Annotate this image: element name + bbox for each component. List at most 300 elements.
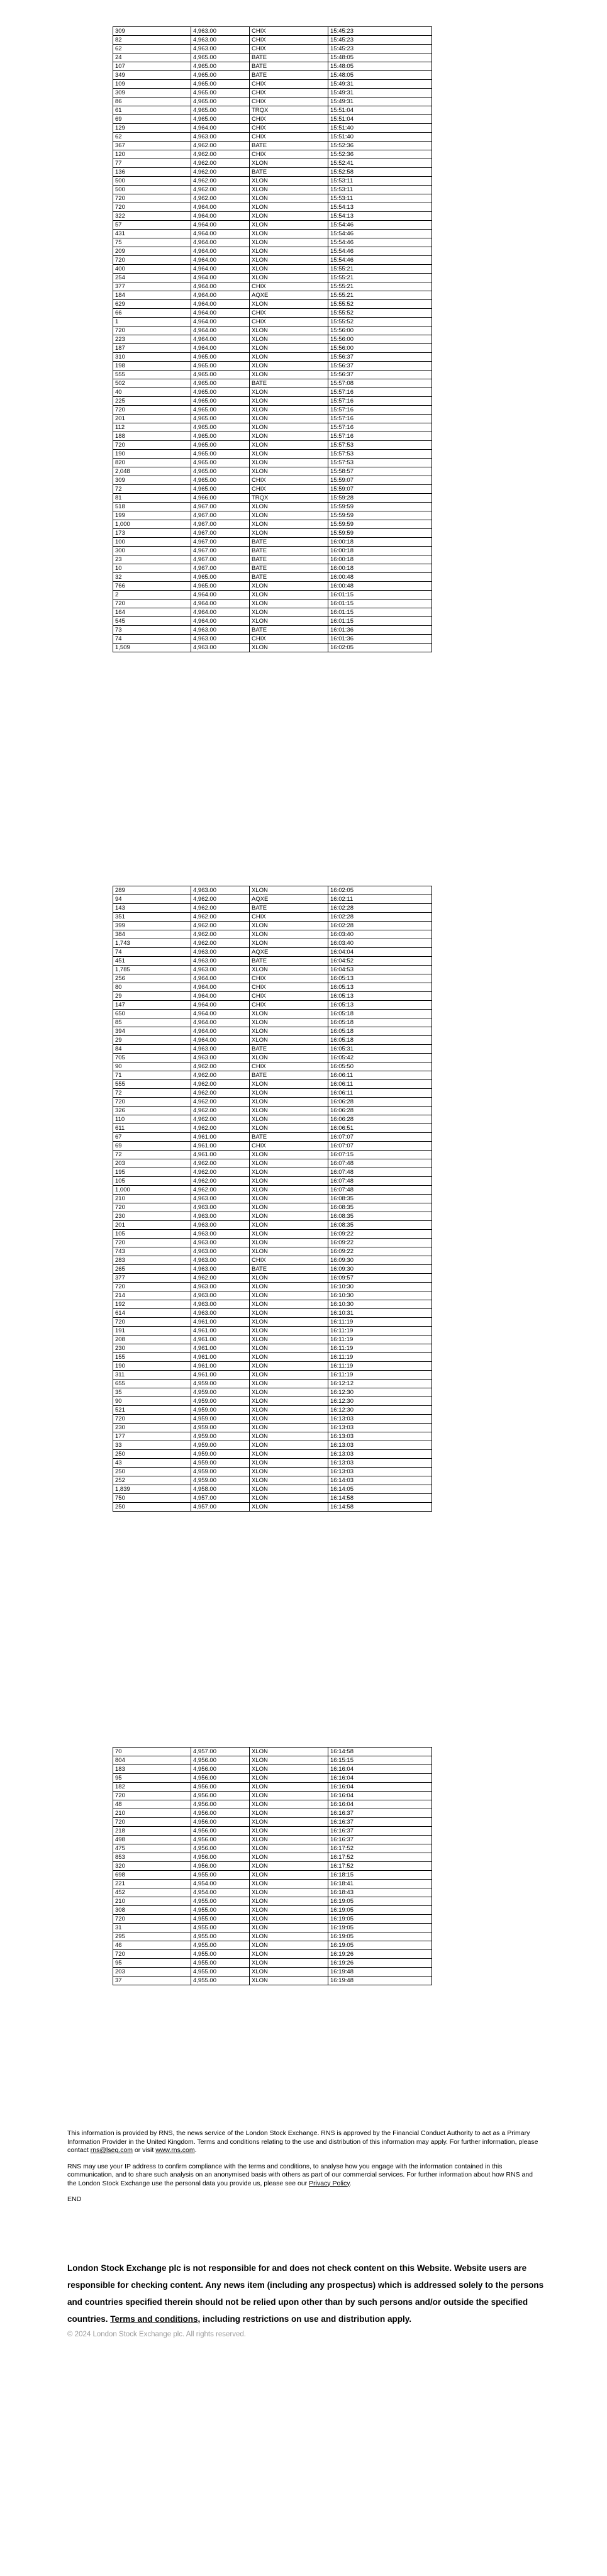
rns-email-link[interactable]: rns@lseg.com	[90, 2146, 133, 2154]
volume-cell: 29	[113, 1036, 191, 1045]
time-cell: 15:57:16	[328, 432, 432, 441]
volume-cell: 322	[113, 212, 191, 221]
volume-cell: 225	[113, 397, 191, 406]
table-row	[113, 503, 432, 511]
venue-cell: XLON	[250, 1362, 328, 1371]
venue-cell: XLON	[250, 1089, 328, 1098]
volume-cell: 67	[113, 1133, 191, 1142]
table-row	[113, 335, 432, 344]
time-cell: 16:14:05	[328, 1485, 432, 1494]
table-row	[113, 983, 432, 992]
table-row	[113, 212, 432, 221]
price-cell: 4,955.00	[191, 1897, 250, 1906]
table-row	[113, 203, 432, 212]
volume-cell: 629	[113, 300, 191, 309]
table-row	[113, 547, 432, 555]
price-cell: 4,963.00	[191, 1195, 250, 1203]
price-cell: 4,964.00	[191, 608, 250, 617]
table-row	[113, 168, 432, 177]
venue-cell: BATE	[250, 555, 328, 564]
venue-cell: XLON	[250, 939, 328, 948]
volume-cell: 720	[113, 1415, 191, 1424]
venue-cell: BATE	[250, 142, 328, 150]
venue-cell: BATE	[250, 564, 328, 573]
price-cell: 4,963.00	[191, 1045, 250, 1054]
volume-cell: 720	[113, 1203, 191, 1212]
volume-cell: 1,000	[113, 1186, 191, 1195]
price-cell: 4,962.00	[191, 1107, 250, 1115]
table-row	[113, 150, 432, 159]
venue-cell: XLON	[250, 186, 328, 194]
volume-cell: 394	[113, 1027, 191, 1036]
time-cell: 16:13:03	[328, 1468, 432, 1476]
venue-cell: CHIX	[250, 309, 328, 318]
time-cell: 15:59:07	[328, 476, 432, 485]
venue-cell: BATE	[250, 62, 328, 71]
venue-cell: XLON	[250, 503, 328, 511]
venue-cell: XLON	[250, 644, 328, 652]
price-cell: 4,962.00	[191, 159, 250, 168]
table-row	[113, 886, 432, 895]
time-cell: 16:15:15	[328, 1756, 432, 1765]
time-cell: 15:56:00	[328, 335, 432, 344]
table-row	[113, 1115, 432, 1124]
venue-cell: XLON	[250, 529, 328, 538]
table-row	[113, 371, 432, 379]
time-cell: 15:59:59	[328, 520, 432, 529]
time-cell: 16:01:15	[328, 591, 432, 599]
venue-cell: CHIX	[250, 1256, 328, 1265]
table-row	[113, 441, 432, 450]
price-cell: 4,963.00	[191, 644, 250, 652]
table-row	[113, 1036, 432, 1045]
table-row	[113, 318, 432, 326]
price-cell: 4,962.00	[191, 1124, 250, 1133]
volume-cell: 23	[113, 555, 191, 564]
price-cell: 4,962.00	[191, 1071, 250, 1080]
table-row	[113, 626, 432, 635]
price-cell: 4,965.00	[191, 467, 250, 476]
table-row	[113, 1203, 432, 1212]
price-cell: 4,961.00	[191, 1362, 250, 1371]
table-row	[113, 133, 432, 142]
price-cell: 4,965.00	[191, 423, 250, 432]
volume-cell: 48	[113, 1800, 191, 1809]
venue-cell: XLON	[250, 1756, 328, 1765]
time-cell: 15:55:52	[328, 309, 432, 318]
venue-cell: CHIX	[250, 318, 328, 326]
table-row	[113, 1932, 432, 1941]
terms-and-conditions-link[interactable]: Terms and conditions	[110, 2314, 198, 2324]
time-cell: 16:09:22	[328, 1239, 432, 1247]
volume-cell: 720	[113, 1950, 191, 1959]
table-row	[113, 450, 432, 459]
table-row	[113, 1800, 432, 1809]
venue-cell: CHIX	[250, 992, 328, 1001]
time-cell: 15:51:40	[328, 124, 432, 133]
price-cell: 4,965.00	[191, 406, 250, 415]
table-row	[113, 159, 432, 168]
volume-cell: 750	[113, 1494, 191, 1503]
table-row	[113, 1853, 432, 1862]
volume-cell: 75	[113, 238, 191, 247]
venue-cell: XLON	[250, 1239, 328, 1247]
price-cell: 4,964.00	[191, 230, 250, 238]
table-row	[113, 1897, 432, 1906]
price-cell: 4,965.00	[191, 459, 250, 467]
table-row	[113, 1792, 432, 1800]
venue-cell: XLON	[250, 230, 328, 238]
price-cell: 4,955.00	[191, 1959, 250, 1968]
time-cell: 16:11:19	[328, 1327, 432, 1335]
price-cell: 4,963.00	[191, 1309, 250, 1318]
venue-cell: XLON	[250, 1327, 328, 1335]
volume-cell: 107	[113, 62, 191, 71]
volume-cell: 2,048	[113, 467, 191, 476]
price-cell: 4,964.00	[191, 983, 250, 992]
price-cell: 4,967.00	[191, 511, 250, 520]
table-row	[113, 1415, 432, 1424]
venue-cell: XLON	[250, 1080, 328, 1089]
volume-cell: 230	[113, 1424, 191, 1432]
time-cell: 15:51:04	[328, 115, 432, 124]
volume-cell: 720	[113, 1318, 191, 1327]
volume-cell: 35	[113, 1388, 191, 1397]
table-row	[113, 511, 432, 520]
volume-cell: 10	[113, 564, 191, 573]
time-cell: 15:52:41	[328, 159, 432, 168]
table-row	[113, 1142, 432, 1151]
table-row	[113, 186, 432, 194]
time-cell: 16:07:48	[328, 1168, 432, 1177]
time-cell: 16:19:05	[328, 1924, 432, 1932]
venue-cell: XLON	[250, 1380, 328, 1388]
time-cell: 16:04:52	[328, 957, 432, 966]
table-row	[113, 344, 432, 353]
venue-cell: XLON	[250, 520, 328, 529]
time-cell: 16:05:18	[328, 1010, 432, 1018]
price-cell: 4,967.00	[191, 503, 250, 511]
table-row	[113, 591, 432, 599]
venue-cell: XLON	[250, 1783, 328, 1792]
price-cell: 4,962.00	[191, 904, 250, 913]
table-row	[113, 326, 432, 335]
volume-cell: 187	[113, 344, 191, 353]
table-row	[113, 27, 432, 36]
venue-cell: XLON	[250, 1335, 328, 1344]
time-cell: 16:02:05	[328, 644, 432, 652]
volume-cell: 720	[113, 441, 191, 450]
price-cell: 4,964.00	[191, 256, 250, 265]
volume-cell: 40	[113, 388, 191, 397]
table-row	[113, 1124, 432, 1133]
price-cell: 4,963.00	[191, 957, 250, 966]
venue-cell: XLON	[250, 1177, 328, 1186]
table-row	[113, 520, 432, 529]
time-cell: 15:56:37	[328, 353, 432, 362]
venue-cell: XLON	[250, 511, 328, 520]
price-cell: 4,963.00	[191, 1239, 250, 1247]
venue-cell: XLON	[250, 238, 328, 247]
venue-cell: XLON	[250, 450, 328, 459]
time-cell: 15:57:16	[328, 423, 432, 432]
venue-cell: BATE	[250, 957, 328, 966]
volume-cell: 720	[113, 326, 191, 335]
volume-cell: 650	[113, 1010, 191, 1018]
volume-cell: 81	[113, 494, 191, 503]
privacy-policy-link[interactable]: Privacy Policy	[309, 2179, 350, 2187]
volume-cell: 177	[113, 1432, 191, 1441]
time-cell: 15:57:16	[328, 406, 432, 415]
table-row	[113, 1494, 432, 1503]
venue-cell: BATE	[250, 53, 328, 62]
venue-cell: XLON	[250, 1468, 328, 1476]
price-cell: 4,956.00	[191, 1853, 250, 1862]
time-cell: 15:57:16	[328, 388, 432, 397]
time-cell: 16:14:03	[328, 1476, 432, 1485]
venue-cell: AQXE	[250, 895, 328, 904]
venue-cell: XLON	[250, 388, 328, 397]
venue-cell: XLON	[250, 1036, 328, 1045]
volume-cell: 37	[113, 1977, 191, 1985]
price-cell: 4,955.00	[191, 1906, 250, 1915]
venue-cell: XLON	[250, 1880, 328, 1888]
time-cell: 16:00:18	[328, 547, 432, 555]
volume-cell: 69	[113, 115, 191, 124]
volume-cell: 1,000	[113, 520, 191, 529]
time-cell: 16:00:18	[328, 538, 432, 547]
venue-cell: XLON	[250, 1924, 328, 1932]
time-cell: 15:56:37	[328, 371, 432, 379]
volume-cell: 452	[113, 1888, 191, 1897]
table-row	[113, 895, 432, 904]
time-cell: 15:55:52	[328, 300, 432, 309]
volume-cell: 209	[113, 247, 191, 256]
table-row	[113, 1327, 432, 1335]
time-cell: 15:55:52	[328, 318, 432, 326]
table-row	[113, 1062, 432, 1071]
time-cell: 16:05:13	[328, 1001, 432, 1010]
trades-table-2	[113, 886, 432, 1512]
time-cell: 16:13:03	[328, 1459, 432, 1468]
price-cell: 4,967.00	[191, 520, 250, 529]
time-cell: 16:01:36	[328, 626, 432, 635]
venue-cell: CHIX	[250, 983, 328, 992]
volume-cell: 377	[113, 1274, 191, 1283]
time-cell: 16:11:19	[328, 1362, 432, 1371]
time-cell: 16:06:28	[328, 1115, 432, 1124]
venue-cell: BATE	[250, 904, 328, 913]
table-row	[113, 1151, 432, 1159]
time-cell: 16:05:13	[328, 992, 432, 1001]
venue-cell: XLON	[250, 1151, 328, 1159]
volume-cell: 120	[113, 150, 191, 159]
price-cell: 4,964.00	[191, 617, 250, 626]
volume-cell: 384	[113, 930, 191, 939]
price-cell: 4,959.00	[191, 1397, 250, 1406]
time-cell: 16:16:37	[328, 1836, 432, 1844]
price-cell: 4,962.00	[191, 1115, 250, 1124]
volume-cell: 500	[113, 186, 191, 194]
price-cell: 4,959.00	[191, 1476, 250, 1485]
volume-cell: 210	[113, 1809, 191, 1818]
venue-cell: XLON	[250, 1406, 328, 1415]
table-row	[113, 1309, 432, 1318]
time-cell: 16:16:37	[328, 1809, 432, 1818]
table-row	[113, 1098, 432, 1107]
rns-info-block	[67, 2129, 540, 2212]
venue-cell: CHIX	[250, 124, 328, 133]
table-row	[113, 98, 432, 106]
table-row	[113, 1915, 432, 1924]
price-cell: 4,956.00	[191, 1765, 250, 1774]
time-cell: 16:05:18	[328, 1036, 432, 1045]
venue-cell: XLON	[250, 591, 328, 599]
time-cell: 16:01:15	[328, 608, 432, 617]
venue-cell: XLON	[250, 1115, 328, 1124]
volume-cell: 84	[113, 1045, 191, 1054]
price-cell: 4,965.00	[191, 80, 250, 89]
time-cell: 16:11:19	[328, 1353, 432, 1362]
price-cell: 4,961.00	[191, 1353, 250, 1362]
price-cell: 4,961.00	[191, 1344, 250, 1353]
time-cell: 15:57:08	[328, 379, 432, 388]
time-cell: 16:05:18	[328, 1027, 432, 1036]
price-cell: 4,965.00	[191, 379, 250, 388]
table-row	[113, 1862, 432, 1871]
price-cell: 4,962.00	[191, 1159, 250, 1168]
venue-cell: XLON	[250, 1800, 328, 1809]
time-cell: 16:06:11	[328, 1080, 432, 1089]
table-row	[113, 485, 432, 494]
venue-cell: XLON	[250, 459, 328, 467]
venue-cell: XLON	[250, 1054, 328, 1062]
table-row	[113, 555, 432, 564]
time-cell: 16:11:19	[328, 1335, 432, 1344]
price-cell: 4,956.00	[191, 1800, 250, 1809]
table-row	[113, 1054, 432, 1062]
volume-cell: 498	[113, 1836, 191, 1844]
table-row	[113, 1485, 432, 1494]
venue-cell: XLON	[250, 1494, 328, 1503]
price-cell: 4,963.00	[191, 1247, 250, 1256]
time-cell: 15:48:05	[328, 53, 432, 62]
price-cell: 4,959.00	[191, 1468, 250, 1476]
rns-site-link[interactable]: www.rns.com	[155, 2146, 195, 2154]
table-row	[113, 291, 432, 300]
table-row	[113, 1001, 432, 1010]
volume-cell: 309	[113, 89, 191, 98]
volume-cell: 367	[113, 142, 191, 150]
volume-cell: 250	[113, 1450, 191, 1459]
venue-cell: XLON	[250, 1941, 328, 1950]
time-cell: 15:52:36	[328, 142, 432, 150]
price-cell: 4,964.00	[191, 203, 250, 212]
venue-cell: XLON	[250, 1977, 328, 1985]
volume-cell: 90	[113, 1062, 191, 1071]
volume-cell: 614	[113, 1309, 191, 1318]
venue-cell: CHIX	[250, 1142, 328, 1151]
time-cell: 16:12:30	[328, 1397, 432, 1406]
table-row	[113, 1459, 432, 1468]
price-cell: 4,962.00	[191, 142, 250, 150]
time-cell: 16:18:15	[328, 1871, 432, 1880]
volume-cell: 32	[113, 573, 191, 582]
venue-cell: XLON	[250, 1098, 328, 1107]
price-cell: 4,963.00	[191, 966, 250, 974]
table-row	[113, 89, 432, 98]
volume-cell: 311	[113, 1371, 191, 1380]
price-cell: 4,959.00	[191, 1388, 250, 1397]
volume-cell: 766	[113, 582, 191, 591]
time-cell: 16:16:04	[328, 1783, 432, 1792]
end-marker: END	[67, 2195, 82, 2203]
price-cell: 4,954.00	[191, 1888, 250, 1897]
venue-cell: XLON	[250, 1459, 328, 1468]
table-row	[113, 1827, 432, 1836]
venue-cell: XLON	[250, 406, 328, 415]
time-cell: 16:11:19	[328, 1344, 432, 1353]
table-row	[113, 36, 432, 45]
volume-cell: 518	[113, 503, 191, 511]
price-cell: 4,964.00	[191, 247, 250, 256]
price-cell: 4,967.00	[191, 564, 250, 573]
venue-cell: XLON	[250, 1503, 328, 1512]
volume-cell: 1,509	[113, 644, 191, 652]
volume-cell: 31	[113, 1924, 191, 1932]
time-cell: 15:54:46	[328, 221, 432, 230]
price-cell: 4,962.00	[191, 1168, 250, 1177]
volume-cell: 143	[113, 904, 191, 913]
volume-cell: 720	[113, 1792, 191, 1800]
volume-cell: 500	[113, 177, 191, 186]
volume-cell: 349	[113, 71, 191, 80]
time-cell: 16:05:31	[328, 1045, 432, 1054]
venue-cell: XLON	[250, 265, 328, 274]
price-cell: 4,964.00	[191, 274, 250, 282]
volume-cell: 95	[113, 1774, 191, 1783]
price-cell: 4,964.00	[191, 599, 250, 608]
table-row	[113, 635, 432, 644]
table-row	[113, 265, 432, 274]
venue-cell: CHIX	[250, 27, 328, 36]
volume-cell: 105	[113, 1230, 191, 1239]
table-row	[113, 1959, 432, 1968]
table-row	[113, 1432, 432, 1441]
volume-cell: 100	[113, 538, 191, 547]
venue-cell: XLON	[250, 1318, 328, 1327]
venue-cell: XLON	[250, 966, 328, 974]
price-cell: 4,961.00	[191, 1318, 250, 1327]
table-row	[113, 1406, 432, 1415]
venue-cell: XLON	[250, 1344, 328, 1353]
time-cell: 16:13:03	[328, 1415, 432, 1424]
table-row	[113, 1476, 432, 1485]
price-cell: 4,964.00	[191, 1036, 250, 1045]
volume-cell: 218	[113, 1827, 191, 1836]
price-cell: 4,962.00	[191, 150, 250, 159]
time-cell: 15:45:23	[328, 45, 432, 53]
table-row	[113, 1977, 432, 1985]
price-cell: 4,955.00	[191, 1871, 250, 1880]
table-row	[113, 1256, 432, 1265]
venue-cell: XLON	[250, 1836, 328, 1844]
volume-cell: 201	[113, 415, 191, 423]
price-cell: 4,965.00	[191, 582, 250, 591]
table-row	[113, 62, 432, 71]
volume-cell: 86	[113, 98, 191, 106]
venue-cell: CHIX	[250, 115, 328, 124]
